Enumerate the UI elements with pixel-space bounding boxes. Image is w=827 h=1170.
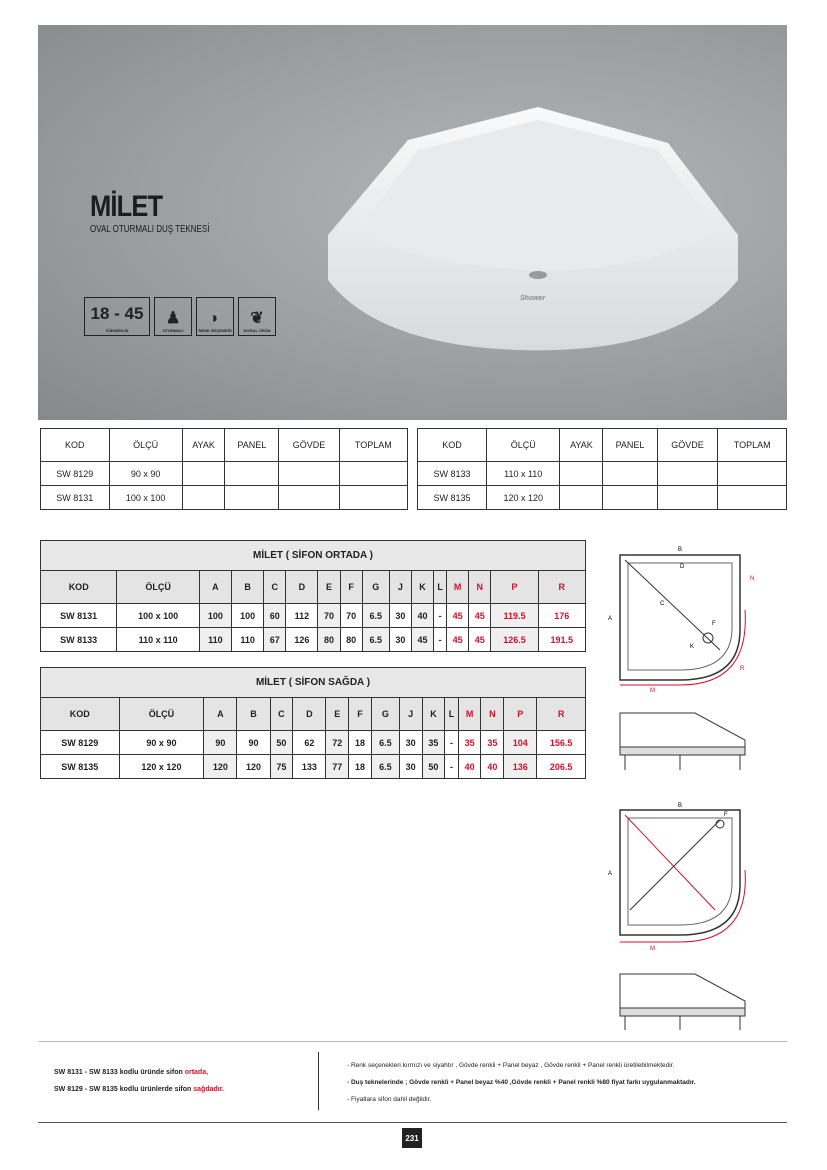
footer-bottom-line bbox=[38, 1122, 787, 1123]
column-header: G bbox=[371, 698, 399, 731]
column-header: K bbox=[422, 698, 445, 731]
dimension-table-right-drain bbox=[40, 667, 586, 779]
table-cell: 18 bbox=[349, 731, 372, 755]
table-cell: 40 bbox=[411, 604, 433, 628]
column-header: F bbox=[340, 571, 362, 604]
table-row: SW 8129 90 x 90 bbox=[41, 462, 408, 486]
column-header: P bbox=[504, 698, 537, 731]
table-cell: 67 bbox=[264, 628, 286, 652]
column-header: KOD bbox=[41, 698, 120, 731]
svg-text:C: C bbox=[660, 601, 665, 607]
product-photo bbox=[38, 25, 787, 420]
color-icon: ◗ bbox=[210, 310, 220, 327]
svg-text:B: B bbox=[678, 803, 683, 809]
top-view-diagram-right bbox=[600, 800, 770, 955]
footer-info: - Fiyatlara sifon dahil değildir. bbox=[347, 1096, 432, 1103]
table-cell: 18 bbox=[349, 755, 372, 779]
table-cell: 120 x 120 bbox=[119, 755, 204, 779]
table-cell: SW 8129 bbox=[41, 731, 120, 755]
table-cell: 80 bbox=[340, 628, 362, 652]
column-header: M bbox=[458, 698, 481, 731]
seated-badge: ♟ OTURMALI bbox=[154, 297, 192, 336]
top-view-diagram-center bbox=[600, 540, 770, 695]
table-cell: 191.5 bbox=[538, 628, 585, 652]
svg-text:M: M bbox=[650, 688, 655, 694]
table-cell: 80 bbox=[318, 628, 340, 652]
table-cell: 62 bbox=[293, 731, 326, 755]
column-header: B bbox=[232, 571, 264, 604]
table-cell: 30 bbox=[399, 731, 422, 755]
column-header: D bbox=[293, 698, 326, 731]
table-cell: 45 bbox=[447, 628, 469, 652]
table-cell: 90 x 90 bbox=[119, 731, 204, 755]
column-header: G bbox=[362, 571, 389, 604]
column-header: C bbox=[270, 698, 293, 731]
column-header: N bbox=[481, 698, 504, 731]
table-cell: 6.5 bbox=[362, 628, 389, 652]
table-cell: 30 bbox=[389, 628, 411, 652]
table-row bbox=[41, 755, 586, 779]
column-header: M bbox=[447, 571, 469, 604]
table-cell: - bbox=[445, 755, 458, 779]
table-cell: 90 bbox=[204, 731, 237, 755]
table-title: MİLET ( SİFON SAĞDA ) bbox=[41, 668, 586, 698]
table-cell: 35 bbox=[422, 731, 445, 755]
table-cell: 156.5 bbox=[537, 731, 586, 755]
column-header: F bbox=[349, 698, 372, 731]
side-view-diagram-right bbox=[600, 968, 770, 1038]
table-cell: 176 bbox=[538, 604, 585, 628]
table-cell: 60 bbox=[264, 604, 286, 628]
dimension-table-center-drain bbox=[40, 540, 586, 652]
svg-text:B: B bbox=[678, 547, 683, 553]
svg-text:K: K bbox=[690, 644, 695, 650]
table-cell: 112 bbox=[286, 604, 318, 628]
table-cell: 75 bbox=[270, 755, 293, 779]
footer-separator bbox=[318, 1052, 319, 1110]
side-view-diagram-center bbox=[600, 705, 770, 780]
table-cell: 110 x 110 bbox=[117, 628, 199, 652]
table-cell: 77 bbox=[326, 755, 349, 779]
table-row bbox=[41, 604, 586, 628]
table-cell: 110 bbox=[232, 628, 264, 652]
table-cell: 35 bbox=[458, 731, 481, 755]
svg-text:D: D bbox=[680, 564, 685, 570]
brand-logo: Shower bbox=[520, 295, 546, 302]
table-cell: 70 bbox=[340, 604, 362, 628]
column-header: K bbox=[411, 571, 433, 604]
svg-text:F: F bbox=[712, 621, 716, 627]
product-subtitle: OVAL OTURMALI DUŞ TEKNESİ bbox=[90, 224, 210, 235]
table-cell: 120 bbox=[237, 755, 270, 779]
table-cell: 100 bbox=[199, 604, 231, 628]
column-header: B bbox=[237, 698, 270, 731]
column-header: N bbox=[469, 571, 491, 604]
table-cell: 72 bbox=[326, 731, 349, 755]
column-header: R bbox=[537, 698, 586, 731]
column-header: A bbox=[204, 698, 237, 731]
footer-divider bbox=[38, 1041, 787, 1042]
column-header: C bbox=[264, 571, 286, 604]
price-table-left: KOD ÖLÇÜ AYAK PANEL GÖVDE TOPLAM SW 8129 90 x 90 SW 8131 100 x 100 bbox=[40, 428, 408, 510]
table-cell: 35 bbox=[481, 731, 504, 755]
table-cell: 50 bbox=[422, 755, 445, 779]
column-header: L bbox=[445, 698, 458, 731]
column-header: KOD bbox=[41, 571, 117, 604]
table-cell: 40 bbox=[481, 755, 504, 779]
table-row bbox=[41, 731, 586, 755]
table-cell: - bbox=[434, 604, 447, 628]
column-header: ÖLÇÜ bbox=[117, 571, 199, 604]
table-cell: 133 bbox=[293, 755, 326, 779]
table-cell: 104 bbox=[504, 731, 537, 755]
table-cell: 45 bbox=[447, 604, 469, 628]
table-cell: 126.5 bbox=[491, 628, 538, 652]
table-cell: 136 bbox=[504, 755, 537, 779]
column-header: A bbox=[199, 571, 231, 604]
leaf-icon: ❦ bbox=[250, 310, 264, 327]
column-header: J bbox=[399, 698, 422, 731]
column-header: E bbox=[318, 571, 340, 604]
table-cell: - bbox=[434, 628, 447, 652]
column-header: E bbox=[326, 698, 349, 731]
svg-text:R: R bbox=[740, 666, 745, 672]
person-icon: ♟ bbox=[165, 310, 181, 327]
table-cell: 70 bbox=[318, 604, 340, 628]
column-header: ÖLÇÜ bbox=[119, 698, 204, 731]
column-header: R bbox=[538, 571, 585, 604]
table-cell: 45 bbox=[411, 628, 433, 652]
column-header: L bbox=[434, 571, 447, 604]
table-cell: 126 bbox=[286, 628, 318, 652]
eco-badge: ❦ DOĞAL ÜRÜN bbox=[238, 297, 276, 336]
table-row: SW 8131 100 x 100 bbox=[41, 486, 408, 510]
table-row: SW 8135 120 x 120 bbox=[418, 486, 787, 510]
table-cell: SW 8135 bbox=[41, 755, 120, 779]
table-row bbox=[41, 628, 586, 652]
table-cell: 50 bbox=[270, 731, 293, 755]
table-cell: 30 bbox=[389, 604, 411, 628]
table-cell: 120 bbox=[204, 755, 237, 779]
table-cell: 45 bbox=[469, 628, 491, 652]
product-title: MİLET bbox=[90, 190, 163, 223]
svg-text:M: M bbox=[650, 946, 655, 952]
table-title: MİLET ( SİFON ORTADA ) bbox=[41, 541, 586, 571]
table-cell: 6.5 bbox=[371, 755, 399, 779]
table-cell: 45 bbox=[469, 604, 491, 628]
footer-note-center: SW 8131 - SW 8133 kodlu üründe sifon ortada, bbox=[54, 1069, 209, 1076]
table-row: SW 8133 110 x 110 bbox=[418, 462, 787, 486]
page-number: 231 bbox=[402, 1128, 422, 1148]
table-cell: 110 bbox=[199, 628, 231, 652]
footer-info: - Renk seçenekleri kırmızı ve siyahtır , Gövde renkli + Panel beyaz , Gövde renkli + Panel renkli üretilebilmektedir. bbox=[347, 1062, 675, 1069]
height-badge: 18 - 45 YÜKSEKLİK bbox=[84, 297, 150, 336]
table-cell: 100 bbox=[232, 604, 264, 628]
table-cell: 100 x 100 bbox=[117, 604, 199, 628]
table-cell: SW 8131 bbox=[41, 604, 117, 628]
table-cell: 119.5 bbox=[491, 604, 538, 628]
price-table-right: KOD ÖLÇÜ AYAK PANEL GÖVDE TOPLAM SW 8133 110 x 110 SW 8135 120 x 120 bbox=[417, 428, 787, 510]
svg-text:A: A bbox=[608, 616, 613, 622]
column-header: D bbox=[286, 571, 318, 604]
column-header: P bbox=[491, 571, 538, 604]
table-cell: 6.5 bbox=[371, 731, 399, 755]
color-option-badge: ◗ RENK SEÇENEĞİ bbox=[196, 297, 234, 336]
svg-text:N: N bbox=[750, 576, 755, 582]
table-cell: 6.5 bbox=[362, 604, 389, 628]
footer-info: - Duş teknelerinde ; Gövde renkli + Panel beyaz %40 ,Gövde renkli + Panel renkli %80 fiyat farkı uygulanmaktadır. bbox=[347, 1079, 696, 1086]
footer-note-right: SW 8129 - SW 8135 kodlu ürünlerde sifon sağdadır. bbox=[54, 1086, 224, 1093]
column-header: J bbox=[389, 571, 411, 604]
table-cell: 206.5 bbox=[537, 755, 586, 779]
table-cell: 90 bbox=[237, 731, 270, 755]
feature-badges bbox=[84, 297, 276, 336]
table-cell: 30 bbox=[399, 755, 422, 779]
svg-text:A: A bbox=[608, 871, 613, 877]
table-cell: 40 bbox=[458, 755, 481, 779]
table-cell: - bbox=[445, 731, 458, 755]
table-cell: SW 8133 bbox=[41, 628, 117, 652]
svg-text:F: F bbox=[724, 812, 728, 818]
